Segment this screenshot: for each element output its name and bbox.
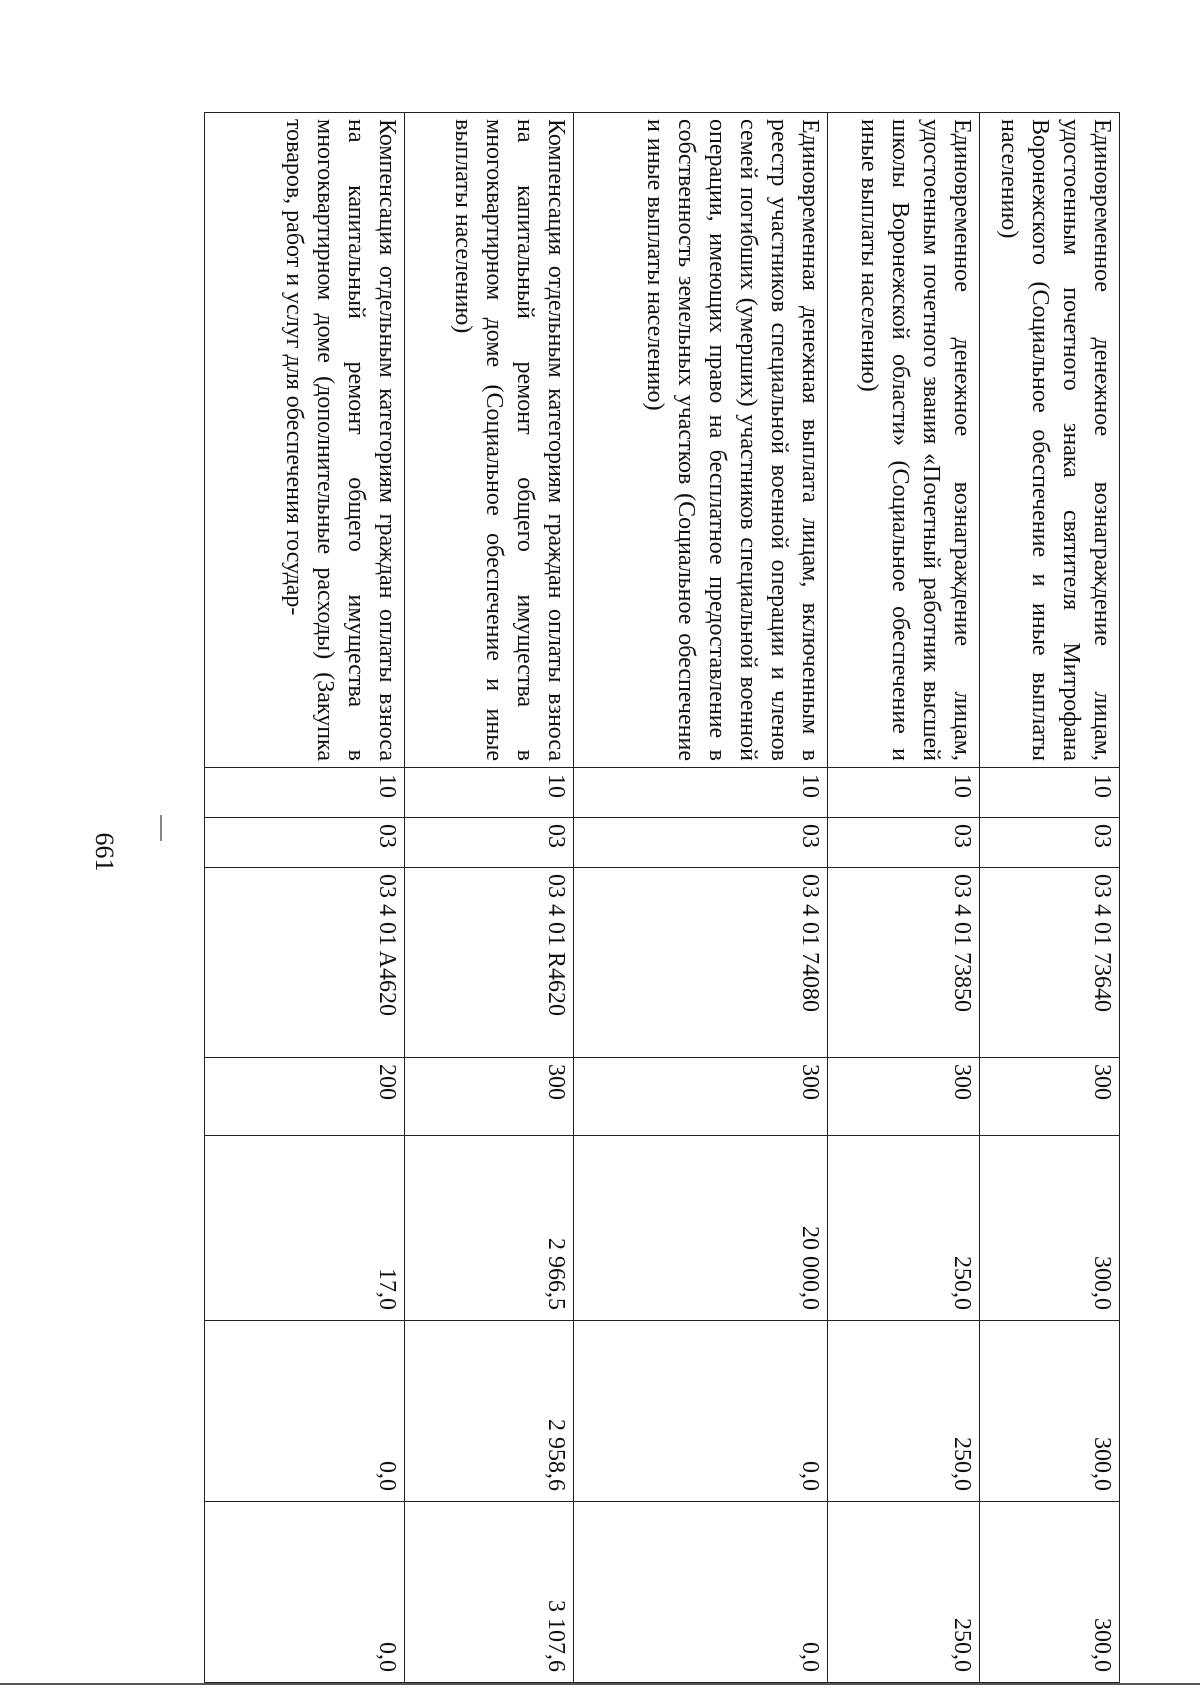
scan-edge-line [0, 1683, 1200, 1685]
row-value-2: 300,0 [980, 1321, 1120, 1502]
row-target-article: 03 4 01 A4620 [205, 868, 405, 1058]
table-row [828, 113, 980, 1683]
row-target-article: 03 4 01 74080 [574, 868, 828, 1058]
row-section: 10 [574, 768, 828, 818]
page-number: 661 [90, 832, 119, 872]
row-section: 10 [205, 768, 405, 818]
row-expense-type: 300 [574, 1058, 828, 1136]
row-expense-type: 300 [405, 1058, 574, 1136]
budget-table-rotated [205, 112, 1120, 1682]
row-value-1: 17,0 [205, 1136, 405, 1321]
row-description: Компенсация отдельным категориям граждан оплаты взноса на капитальный ремонт общего имущества в многоквартирном доме (Социальное обеспечение и иные выплаты населению) [405, 113, 574, 768]
row-subsection: 03 [205, 818, 405, 868]
row-value-1: 2 966,5 [405, 1136, 574, 1321]
row-target-article: 03 4 01 R4620 [405, 868, 574, 1058]
row-section: 10 [980, 768, 1120, 818]
row-description: Компенсация отдельным категориям граждан оплаты взноса на капитальный ремонт общего имущества в многоквартирном доме (дополнительные расходы) (Закупка товаров, работ и услуг для обеспечения государ- [205, 113, 405, 768]
row-value-1: 250,0 [828, 1136, 980, 1321]
row-subsection: 03 [980, 818, 1120, 868]
row-subsection: 03 [828, 818, 980, 868]
row-value-2: 2 958,6 [405, 1321, 574, 1502]
row-description: Единовременная денежная выплата лицам, включенным в реестр участников специальной военной операции и членов семей погибших (умерших) участников специальной военной операции, имеющих право на бесплатное предоставление в собственность земельных участков (Социальное обеспечение и иные выплаты населению) [574, 113, 828, 768]
row-section: 10 [405, 768, 574, 818]
table-row [405, 113, 574, 1683]
row-value-2: 0,0 [205, 1321, 405, 1502]
row-value-1: 300,0 [980, 1136, 1120, 1321]
row-value-3: 0,0 [205, 1502, 405, 1683]
row-value-3: 3 107,6 [405, 1502, 574, 1683]
table-row [574, 113, 828, 1683]
row-value-3: 300,0 [980, 1502, 1120, 1683]
table-row [980, 113, 1120, 1683]
row-expense-type: 300 [980, 1058, 1120, 1136]
row-expense-type: 200 [205, 1058, 405, 1136]
row-expense-type: 300 [828, 1058, 980, 1136]
row-target-article: 03 4 01 73640 [980, 868, 1120, 1058]
table-row [205, 113, 405, 1683]
row-section: 10 [828, 768, 980, 818]
scan-artifact [160, 815, 162, 841]
row-subsection: 03 [405, 818, 574, 868]
row-value-2: 0,0 [574, 1321, 828, 1502]
row-description: Единовременное денежное вознаграждение лицам, удостоенным почетного звания «Почетный работник высшей школы Воронежской области» (Социальное обеспечение и иные выплаты населению) [828, 113, 980, 768]
row-value-1: 20 000,0 [574, 1136, 828, 1321]
row-value-3: 0,0 [574, 1502, 828, 1683]
row-value-3: 250,0 [828, 1502, 980, 1683]
row-target-article: 03 4 01 73850 [828, 868, 980, 1058]
row-subsection: 03 [574, 818, 828, 868]
row-value-2: 250,0 [828, 1321, 980, 1502]
budget-table [204, 112, 1120, 1683]
row-description: Единовременное денежное вознаграждение лицам, удостоенным почетного знака святителя Митрофана Воронежского (Социальное обеспечение и иные выплаты населению) [980, 113, 1120, 768]
